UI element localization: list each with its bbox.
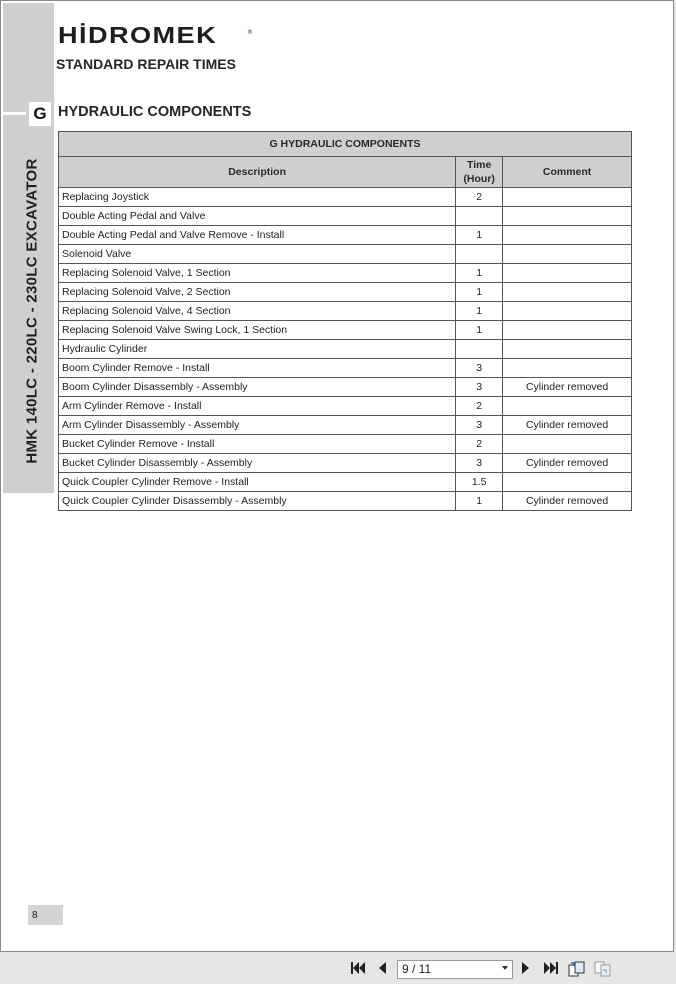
cell-time: 3 [456, 416, 503, 435]
cell-description: Boom Cylinder Disassembly - Assembly [59, 378, 456, 397]
header-comment: Comment [503, 157, 632, 188]
first-page-icon[interactable] [350, 961, 366, 977]
cell-time: 1 [456, 321, 503, 340]
table-body [59, 188, 632, 511]
table-row [59, 207, 632, 226]
cell-description: Replacing Solenoid Valve, 1 Section [59, 264, 456, 283]
section-letter: G [33, 104, 47, 123]
cell-comment [503, 359, 632, 378]
cell-comment: Cylinder removed [503, 454, 632, 473]
header-time-line2: (Hour) [463, 173, 495, 185]
header-time-line1: Time [467, 159, 492, 171]
section-letter-box [26, 99, 54, 129]
cell-time: 1 [456, 264, 503, 283]
table-row [59, 302, 632, 321]
cell-description: Boom Cylinder Remove - Install [59, 359, 456, 378]
section-title: HYDRAULIC COMPONENTS [58, 104, 252, 120]
brand-logo: HİDROMEK [58, 22, 218, 48]
table-row [59, 245, 632, 264]
cell-comment [503, 207, 632, 226]
cell-comment [503, 321, 632, 340]
table-row [59, 321, 632, 340]
cell-comment [503, 397, 632, 416]
cell-description: Double Acting Pedal and Valve [59, 207, 456, 226]
next-page-icon[interactable] [520, 961, 532, 977]
continuous-view-icon[interactable] [594, 961, 610, 975]
cell-time: 1 [456, 492, 503, 511]
cell-time: 3 [456, 454, 503, 473]
previous-page-icon[interactable] [376, 961, 388, 977]
table-row [59, 188, 632, 207]
table-row [59, 264, 632, 283]
cell-description: Replacing Solenoid Valve Swing Lock, 1 Section [59, 321, 456, 340]
header-time [456, 157, 503, 188]
cell-description: Replacing Solenoid Valve, 2 Section [59, 283, 456, 302]
cell-description: Arm Cylinder Remove - Install [59, 397, 456, 416]
cell-time [456, 245, 503, 264]
cell-time [456, 207, 503, 226]
table-caption-row [59, 132, 632, 157]
document-title: STANDARD REPAIR TIMES [56, 56, 236, 72]
cell-description: Bucket Cylinder Disassembly - Assembly [59, 454, 456, 473]
cell-time: 2 [456, 188, 503, 207]
cell-comment [503, 245, 632, 264]
cell-time: 2 [456, 397, 503, 416]
table-row [59, 473, 632, 492]
table-row [59, 397, 632, 416]
cell-description: Quick Coupler Cylinder Disassembly - Assembly [59, 492, 456, 511]
page-view-icon[interactable] [568, 961, 584, 975]
cell-comment: Cylinder removed [503, 492, 632, 511]
cell-time: 1 [456, 302, 503, 321]
cell-time [456, 340, 503, 359]
table-row [59, 492, 632, 511]
table-row [59, 226, 632, 245]
last-page-icon[interactable] [543, 961, 559, 977]
cell-time: 2 [456, 435, 503, 454]
table-row [59, 454, 632, 473]
table-row [59, 359, 632, 378]
cell-comment [503, 264, 632, 283]
cell-description: Quick Coupler Cylinder Remove - Install [59, 473, 456, 492]
cell-time: 1 [456, 283, 503, 302]
table-header-row [59, 157, 632, 188]
header-description: Description [59, 157, 456, 188]
table-caption: G HYDRAULIC COMPONENTS [59, 132, 632, 157]
table-row [59, 378, 632, 397]
cell-description: Arm Cylinder Disassembly - Assembly [59, 416, 456, 435]
cell-comment [503, 226, 632, 245]
table-row [59, 435, 632, 454]
brand-registered-mark: ® [247, 29, 253, 36]
cell-comment [503, 283, 632, 302]
page-selector[interactable] [397, 960, 513, 979]
table-row [59, 340, 632, 359]
chevron-down-icon [502, 966, 508, 970]
viewer-toolbar [0, 953, 676, 984]
cell-description: Replacing Joystick [59, 188, 456, 207]
cell-description: Double Acting Pedal and Valve Remove - Install [59, 226, 456, 245]
cell-comment [503, 435, 632, 454]
cell-time: 1.5 [456, 473, 503, 492]
sidebar-model-text: HMK 140LC - 220LC - 230LC EXCAVATOR [23, 158, 41, 464]
page-indicator: 9 / 11 [402, 962, 432, 976]
page-number: 8 [28, 905, 63, 925]
cell-time: 3 [456, 359, 503, 378]
cell-comment [503, 302, 632, 321]
cell-comment [503, 188, 632, 207]
cell-description: Hydraulic Cylinder [59, 340, 456, 359]
cell-comment: Cylinder removed [503, 416, 632, 435]
cell-time: 1 [456, 226, 503, 245]
cell-comment: Cylinder removed [503, 378, 632, 397]
section-connector [3, 112, 27, 115]
cell-description: Replacing Solenoid Valve, 4 Section [59, 302, 456, 321]
table-row [59, 283, 632, 302]
cell-description: Solenoid Valve [59, 245, 456, 264]
table-row [59, 416, 632, 435]
repair-times-table [58, 131, 632, 511]
cell-comment [503, 340, 632, 359]
cell-description: Bucket Cylinder Remove - Install [59, 435, 456, 454]
cell-time: 3 [456, 378, 503, 397]
cell-comment [503, 473, 632, 492]
